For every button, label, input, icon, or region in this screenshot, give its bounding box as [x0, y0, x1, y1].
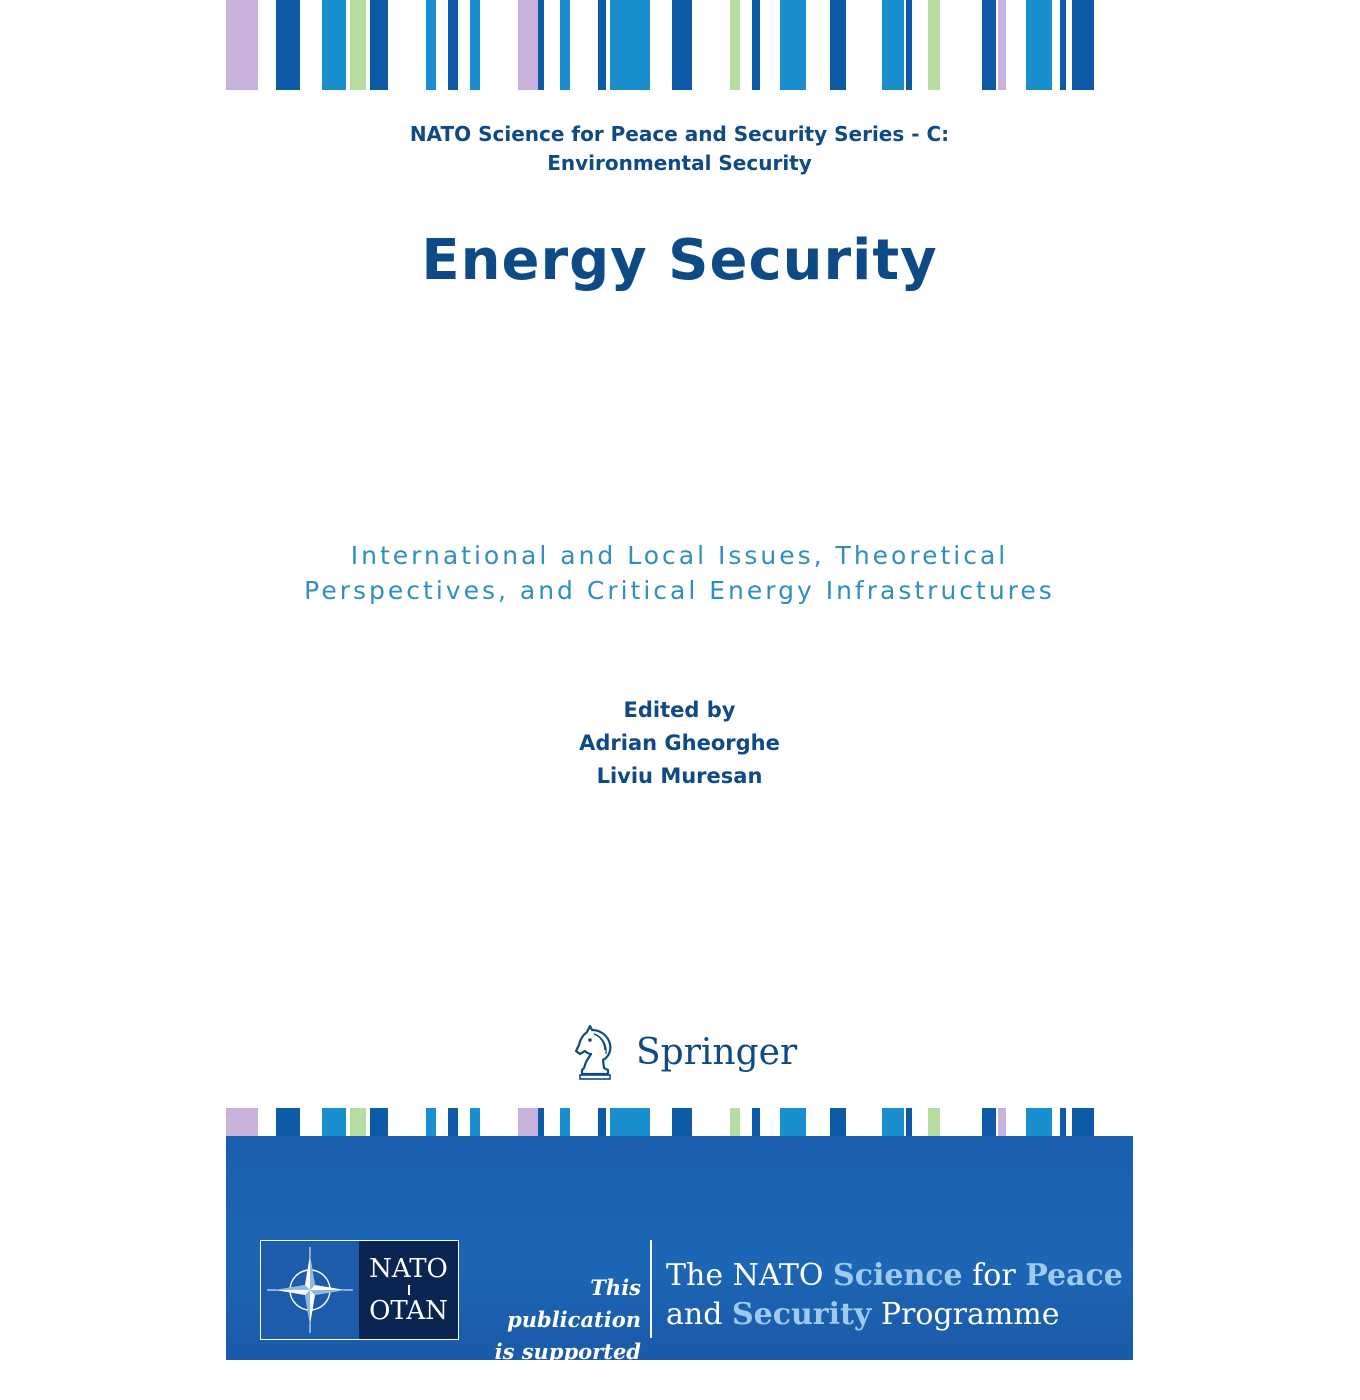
decorative-stripe — [1060, 0, 1066, 90]
book-cover — [226, 0, 1133, 1396]
subtitle-line1: International and Local Issues, Theoretical — [350, 541, 1009, 570]
decorative-stripe — [882, 1108, 904, 1136]
decorative-stripe — [780, 0, 806, 90]
decorative-stripe — [982, 1108, 996, 1136]
edited-by-label: Edited by — [623, 698, 736, 722]
footer-divider — [650, 1240, 652, 1338]
decorative-stripe — [350, 0, 366, 90]
decorative-stripe — [752, 1108, 760, 1136]
decorative-stripe — [610, 0, 650, 90]
nato-otan-words — [359, 1241, 458, 1339]
decorative-stripe — [448, 0, 458, 90]
decorative-stripe — [370, 1108, 388, 1136]
programme-name — [666, 1256, 1123, 1334]
support-text-line2: is supported by: — [494, 1339, 641, 1396]
decorative-stripe — [226, 0, 258, 90]
decorative-stripe — [226, 1108, 258, 1136]
decorative-stripe — [998, 0, 1006, 90]
support-text — [476, 1272, 641, 1400]
decorative-stripe — [560, 0, 570, 90]
support-text-line1: This publication — [507, 1275, 641, 1332]
subtitle-line2: Perspectives, and Critical Energy Infrastructures — [304, 576, 1055, 605]
book-title: Energy Security — [421, 228, 938, 293]
nato-otan-logo — [260, 1240, 459, 1340]
decorative-stripe — [882, 0, 904, 90]
nato-word: NATO — [369, 1254, 448, 1284]
programme-text: for — [962, 1258, 1026, 1293]
decorative-stripe — [982, 0, 996, 90]
decorative-stripe — [780, 1108, 806, 1136]
editor-name: Liviu Muresan — [596, 764, 763, 788]
decorative-stripe — [470, 0, 480, 90]
decorative-stripe — [730, 0, 740, 90]
decorative-stripe — [730, 1108, 740, 1136]
footer-band — [226, 1136, 1133, 1396]
otan-word: OTAN — [369, 1296, 448, 1326]
decorative-stripe — [1072, 1108, 1094, 1136]
decorative-stripe — [928, 1108, 940, 1136]
decorative-stripe — [830, 0, 846, 90]
decorative-stripe — [276, 0, 300, 90]
decorative-stripe — [426, 0, 436, 90]
decorative-stripe — [538, 1108, 544, 1136]
editors-block — [226, 694, 1133, 793]
decorative-stripe — [448, 1108, 458, 1136]
decorative-stripe — [998, 1108, 1006, 1136]
decorative-stripe — [672, 1108, 692, 1136]
decorative-stripe — [1026, 1108, 1052, 1136]
decorative-stripe — [610, 1108, 650, 1136]
nato-star-panel — [261, 1241, 359, 1339]
publisher-name: Springer — [636, 1031, 798, 1073]
programme-highlight: Science — [833, 1258, 963, 1293]
programme-highlight: Security — [731, 1297, 872, 1332]
programme-line1 — [666, 1256, 1123, 1295]
series-title-line2: Environmental Security — [547, 151, 812, 175]
series-title-line1: NATO Science for Peace and Security Series - C: — [409, 122, 950, 146]
decorative-stripe — [906, 0, 912, 90]
book-subtitle — [226, 538, 1133, 608]
decorative-stripe — [830, 1108, 846, 1136]
decorative-stripe — [322, 0, 346, 90]
programme-text: Programme — [871, 1297, 1060, 1332]
decorative-stripe — [560, 1108, 570, 1136]
decorative-stripe — [672, 0, 692, 90]
editor-name: Adrian Gheorghe — [579, 731, 780, 755]
decorative-stripe — [1072, 0, 1094, 90]
decorative-stripe — [322, 1108, 346, 1136]
bottom-stripe-band — [226, 1108, 1133, 1136]
nato-divider-line — [408, 1285, 410, 1295]
decorative-stripe — [928, 0, 940, 90]
programme-line2 — [666, 1295, 1123, 1334]
decorative-stripe — [538, 0, 544, 90]
top-stripe-band — [226, 0, 1133, 90]
decorative-stripe — [470, 1108, 480, 1136]
knight-chess-piece-icon — [572, 1024, 618, 1080]
decorative-stripe — [518, 0, 538, 90]
decorative-stripe — [598, 1108, 606, 1136]
decorative-stripe — [370, 0, 388, 90]
decorative-stripe — [1060, 1108, 1066, 1136]
publisher-logo — [572, 1022, 797, 1082]
decorative-stripe — [598, 0, 606, 90]
programme-text: and — [666, 1297, 732, 1332]
decorative-stripe — [752, 0, 760, 90]
decorative-stripe — [426, 1108, 436, 1136]
decorative-stripe — [276, 1108, 300, 1136]
programme-highlight: Peace — [1025, 1258, 1123, 1293]
decorative-stripe — [350, 1108, 366, 1136]
series-title — [226, 120, 1133, 178]
decorative-stripe — [1026, 0, 1052, 90]
decorative-stripe — [518, 1108, 538, 1136]
nato-compass-star-icon — [261, 1241, 359, 1339]
decorative-stripe — [906, 1108, 912, 1136]
programme-text: The NATO — [666, 1258, 834, 1293]
